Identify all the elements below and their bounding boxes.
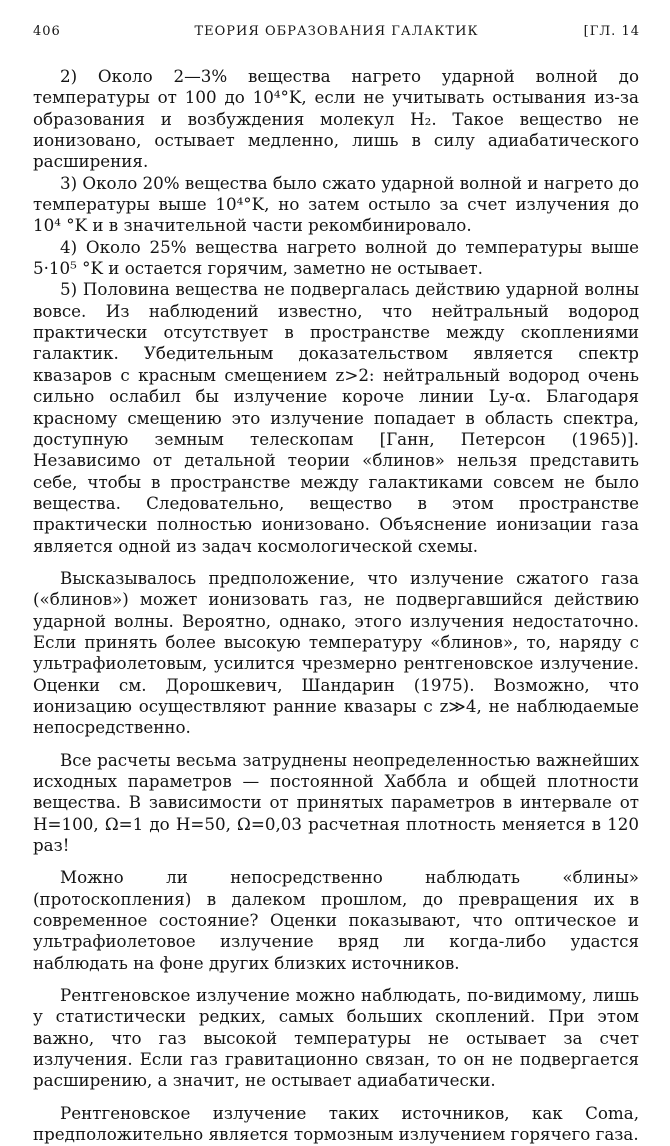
paragraph-direct-observation: Можно ли непосредственно наблюдать «блины» (протоскопления) в далеком прошлом, до превращения их в современное состояние? Оценки показывают, что оптическое и ультрафиолетовое излучение вряд ли когда-либо удастся наблюдать на фоне других близких источников.: [33, 867, 639, 973]
paragraph-item-3: 3) Около 20% вещества было сжато ударной волной и нагрето до температуры выше 10⁴°K, но затем остыло за счет излучения до 10⁴ °K и в значительной части рекомбинировало.: [33, 172, 639, 236]
paragraph-parameter-uncertainty: Все расчеты весьма затруднены неопределенностью важнейших исходных параметров — постоянной Хаббла и общей плотности вещества. В зависимости от принятых параметров в интервале от H=100, Ω=1 до H=50, Ω=0,03 расчетная плотность меняется в 120 раз!: [33, 749, 639, 856]
paragraph-xray-observation: Рентгеновское излучение можно наблюдать, по-видимому, лишь у статистически редких, самых больших скоплений. При этом важно, что газ высокой температуры не остывает за счет излучения. Если газ гравитационно связан, то он не подвергается расширению, а значит, не остывает адиабатически.: [33, 985, 639, 1091]
paragraph-xray-sources: Рентгеновское излучение таких источников, как Coma, предположительно является тормозным излучением горячего газа.: [33, 1102, 639, 1145]
paragraph-pancake-radiation: Высказывалось предположение, что излучение сжатого газа («блинов») может ионизовать газ, не подвергавшийся действию ударной волны. Вероятно, однако, этого излучения недостаточно. Если принять более высокую температуру «блинов», то, наряду с ультрафиолетовым, усилится чрезмерно рентгеновское излучение. Оценки см. Дорошкевич, Шандарин (1975). Возможно, что ионизацию осуществляют ранние квазары с z≫4, не наблюдаемые непосредственно.: [33, 567, 639, 738]
paragraph-item-4: 4) Около 25% вещества нагрето волной до температуры выше 5·10⁵ °K и остается горячим, заметно не остывает.: [33, 236, 639, 279]
page-number: 406: [33, 24, 61, 39]
running-header: [33, 24, 640, 48]
running-title: ТЕОРИЯ ОБРАЗОВАНИЯ ГАЛАКТИК: [194, 24, 479, 39]
paragraph-item-5: 5) Половина вещества не подвергалась действию ударной волны вовсе. Из наблюдений известно, что нейтральный водород практически отсутствует в пространстве между скоплениями галактик. Убедительным доказательством является спектр квазаров с красным смещением z>2: нейтральный водород очень сильно ослабил бы излучение короче линии Ly-α. Благодаря красному смещению это излучение попадает в область спектра, доступную земным телескопам [Ганн, Петерсон (1965)]. Независимо от детальной теории «блинов» нельзя представить себе, чтобы в пространстве между галактиками совсем не было вещества. Следовательно, вещество в этом пространстве практически полностью ионизовано. Объяснение ионизации газа является одной из задач космологической схемы.: [33, 279, 639, 556]
chapter-label: [ГЛ. 14: [583, 24, 640, 39]
body-text: [33, 66, 639, 1146]
paragraph-item-2: 2) Около 2—3% вещества нагрето ударной волной до температуры от 100 до 10⁴°K, если не учитывать остывания из-за образования и возбуждения молекул H₂. Такое вещество не ионизовано, остывает медленно, лишь в силу адиабатического расширения.: [33, 66, 639, 172]
